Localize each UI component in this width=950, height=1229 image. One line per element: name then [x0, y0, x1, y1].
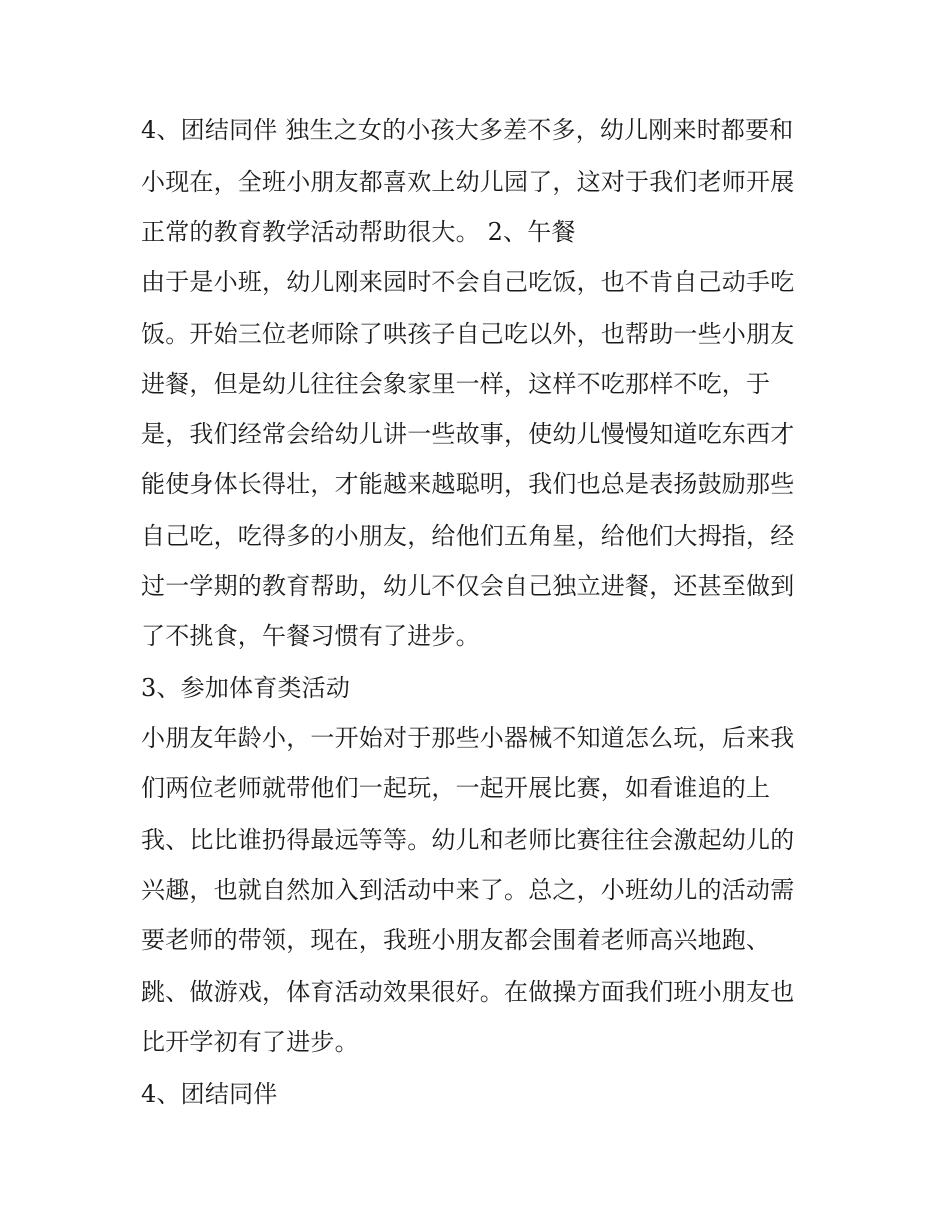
text-line: 小现在，全班小朋友都喜欢上幼儿园了，这对于我们老师开展	[141, 168, 795, 196]
text-line: 饭。开始三位老师除了哄孩子自己吃以外，也帮助一些小朋友	[141, 320, 795, 348]
text-line: 自己吃，吃得多的小朋友，给他们五角星，给他们大拇指，经	[141, 522, 795, 550]
text-line: 能使身体长得壮，才能越来越聪明，我们也总是表扬鼓励那些	[141, 470, 795, 498]
text-line: 们两位老师就带他们一起玩，一起开展比赛，如看谁追的上	[141, 774, 771, 802]
text-line: 正常的教育教学活动帮助很大。 2、午餐	[141, 218, 576, 246]
text-line: 小朋友年龄小，一开始对于那些小器械不知道怎么玩，后来我	[141, 724, 795, 752]
text-line: 4、团结同伴 独生之女的小孩大多差不多，幼儿刚来时都要和	[141, 116, 794, 144]
text-line: 跳、做游戏，体育活动效果很好。在做操方面我们班小朋友也	[141, 978, 795, 1006]
section-heading: 4、团结同伴	[141, 1080, 278, 1108]
text-line: 我、比比谁扔得最远等等。幼儿和老师比赛往往会激起幼儿的	[141, 826, 795, 854]
text-line: 进餐，但是幼儿往往会象家里一样，这样不吃那样不吃，于	[141, 370, 771, 398]
section-heading: 3、参加体育类活动	[141, 674, 351, 702]
text-line: 过一学期的教育帮助，幼儿不仅会自己独立进餐，还甚至做到	[141, 572, 795, 600]
text-line: 比开学初有了进步。	[141, 1028, 359, 1056]
text-line: 是，我们经常会给幼儿讲一些故事，使幼儿慢慢知道吃东西才	[141, 420, 795, 448]
text-line: 要老师的带领，现在，我班小朋友都会围着老师高兴地跑、	[141, 926, 771, 954]
text-line: 了不挑食，午餐习惯有了进步。	[141, 622, 480, 650]
text-line: 由于是小班，幼儿刚来园时不会自己吃饭，也不肯自己动手吃	[141, 268, 795, 296]
text-line: 兴趣，也就自然加入到活动中来了。总之，小班幼儿的活动需	[141, 876, 795, 904]
